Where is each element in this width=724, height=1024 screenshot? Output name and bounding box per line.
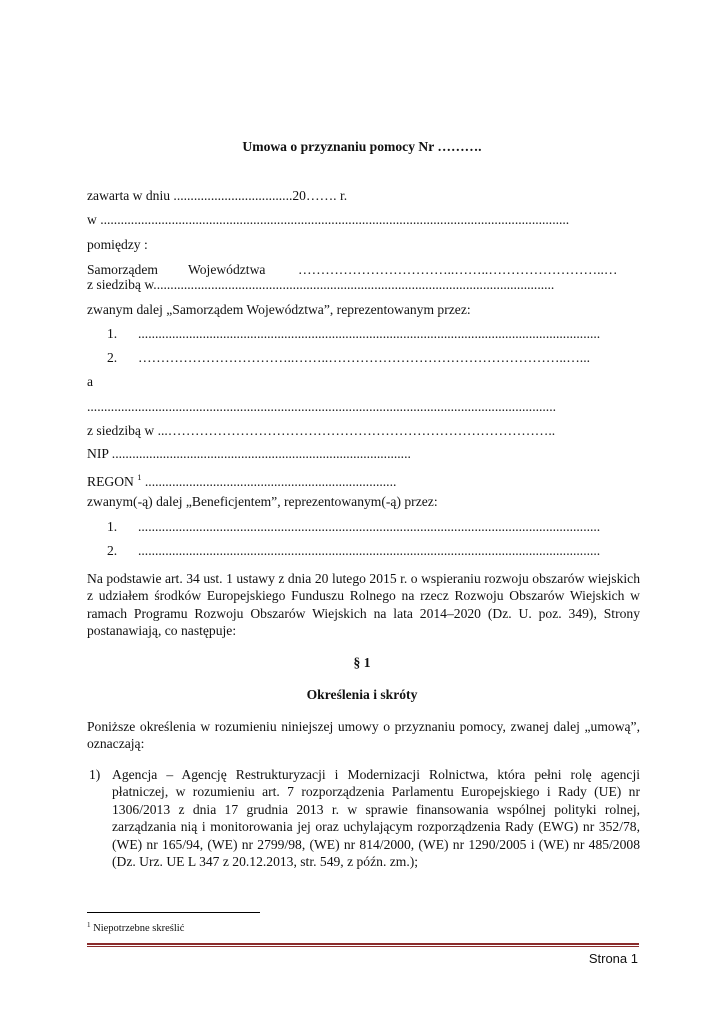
seat-line-1: z siedzibą w......................................................................................................................	[87, 277, 555, 292]
list-number: 2.	[107, 350, 118, 365]
called-hereinafter-line-2: zwanym(-ą) dalej „Beneficjentem”, reprezentowanym(-ą) przez:	[87, 494, 438, 509]
place-line: w ..........................................................................................................................................	[87, 212, 570, 227]
list-number: 1.	[107, 326, 118, 341]
party-line: ..........................................................................................................................................	[87, 399, 556, 414]
section-number: § 1	[353, 655, 371, 670]
called-hereinafter-line-1: zwanym dalej „Samorządem Województwa”, reprezentowanym przez:	[87, 302, 471, 317]
self-government-label: Samorządem	[87, 262, 158, 277]
legal-basis-paragraph: Na podstawie art. 34 ust. 1 ustawy z dnia 20 lutego 2015 r. o wspieraniu rozwoju obszarów wiejskich z udziałem środków Europejskiego Funduszu Rolnego na rzecz Rozwoju Obszarów Wiejskich w ramach Programu Rozwoju Obszarów Wiejskich na lata 2014–2020 (Dz. U. poz. 349), Strony postanawiają, co następuje:	[87, 571, 640, 639]
representative-dots: ........................................................................................................................................	[138, 519, 601, 534]
nip-line: NIP ........................................................................................	[87, 446, 411, 461]
representative-dots: ........................................................................................................................................	[138, 543, 601, 558]
footnote-ref: 1	[137, 472, 142, 482]
list-number: 1.	[107, 519, 118, 534]
list-number: 2.	[107, 543, 118, 558]
voivodeship-label: Województwa	[188, 262, 266, 277]
between-label: pomiędzy :	[87, 237, 148, 252]
regon-line	[87, 469, 396, 490]
self-government-dots: ……………………………..……..……………………..…	[298, 262, 618, 277]
and-label: a	[87, 374, 94, 389]
definition-text: Agencja – Agencję Restrukturyzacji i Modernizacji Rolnictwa, która pełni rolę agencji płatniczej, w rozumieniu art. 7 rozporządzenia Parlamentu Europejskiego i Rady (UE) nr 1306/2013 z dnia 17 grudnia 2013 r. w sprawie finansowania wspólnej polityki rolnej, zarządzania nią i monitorowania jej oraz uchylającym rozporządzenia Rady (EWG) nr 352/78, (WE) nr 165/94, (WE) nr 2799/98, (WE) nr 814/2000, (WE) nr 1290/2005 i (WE) nr 485/2008 (Dz. Urz. UE L 347 z 20.12.2013, str. 549, z późn. zm.);	[112, 767, 640, 870]
representative-dots: ........................................................................................................................................	[138, 326, 601, 341]
document-title: Umowa o przyznaniu pomocy Nr ……….	[242, 139, 482, 154]
footer-rule	[87, 943, 639, 945]
seat-line-2: z siedzibą w ...…………………………………………………………………………..	[87, 423, 556, 438]
footnote-text: Niepotrzebne skreślić	[93, 923, 185, 934]
footnote-separator	[87, 912, 260, 913]
page-number: Strona 1	[588, 951, 638, 966]
list-number: 1)	[89, 767, 101, 782]
footer-rule	[87, 946, 639, 947]
representative-dots: ……………………………..……..……………………………………………..…...	[138, 350, 590, 365]
concluded-on-line: zawarta w dniu ...................................20……. r.	[87, 188, 348, 203]
footnote-number: 1	[87, 921, 91, 929]
regon-dots: ..........................................................................	[144, 474, 397, 489]
regon-label: REGON	[87, 474, 134, 489]
footnote	[87, 921, 184, 934]
section-intro: Poniższe określenia w rozumieniu niniejszej umowy o przyznaniu pomocy, zwanej dalej „umową”, oznaczają:	[87, 719, 640, 752]
section-heading: Określenia i skróty	[306, 687, 418, 702]
